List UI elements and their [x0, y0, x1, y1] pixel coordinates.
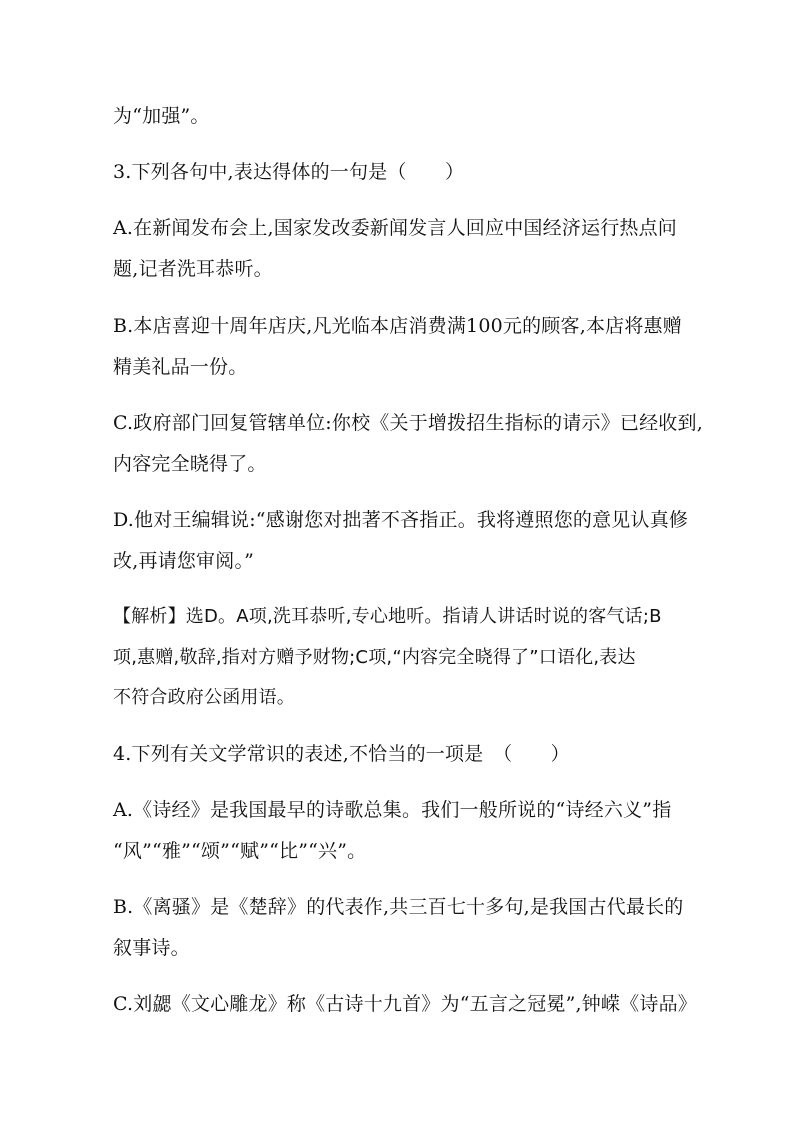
question-3-option-c-line-2: 内容完全晓得了。: [113, 453, 267, 475]
question-3-analysis-line-1: 【解析】选D。A项,洗耳恭听,专心地听。指请人讲话时说的客气话;B: [113, 606, 662, 627]
question-3-option-b-line-2: 精美礼品一份。: [113, 356, 248, 378]
question-3-option-a-line-1: A.在新闻发布会上,国家发改委新闻发言人回应中国经济运行热点问: [113, 217, 678, 239]
question-3-option-d-line-2: 改,再请您审阅。”: [113, 550, 255, 572]
question-3-stem: 3.下列各句中,表达得体的一句是（ ）: [113, 161, 465, 183]
question-3-option-c-line-1: C.政府部门回复管辖单位:你校《关于增拨招生指标的请示》已经收到,: [113, 412, 703, 434]
question-3-option-a-line-2: 题,记者洗耳恭听。: [113, 258, 273, 280]
question-3-analysis-line-3: 不符合政府公函用语。: [113, 687, 295, 708]
question-4-option-c-line-1: C.刘勰《文心雕龙》称《古诗十九首》为“五言之冠冕”,钟嵘《诗品》: [113, 993, 697, 1015]
continued-text-line: 为“加强”。: [113, 105, 210, 127]
question-4-option-b-line-2: 叙事诗。: [113, 937, 190, 959]
question-3-option-b-line-1: B.本店喜迎十周年店庆,凡光临本店消费满100元的顾客,本店将惠赠: [113, 315, 682, 337]
question-4-option-a-line-1: A.《诗经》是我国最早的诗歌总集。我们一般所说的“诗经六义”指: [113, 799, 672, 821]
question-4-stem: 4.下列有关文学常识的表述,不恰当的一项是 （ ）: [113, 743, 570, 765]
question-3-option-d-line-1: D.他对王编辑说:“感谢您对拙著不吝指正。我将遵照您的意见认真修: [113, 509, 689, 531]
question-4-option-b-line-1: B.《离骚》是《楚辞》的代表作,共三百七十多句,是我国古代最长的: [113, 896, 684, 918]
question-4-option-a-line-2: “风”“雅”“颂”“赋”“比”“兴”。: [113, 840, 367, 862]
question-3-analysis-line-2: 项,惠赠,敬辞,指对方赠予财物;C项,“内容完全晓得了”口语化,表达: [113, 647, 636, 668]
